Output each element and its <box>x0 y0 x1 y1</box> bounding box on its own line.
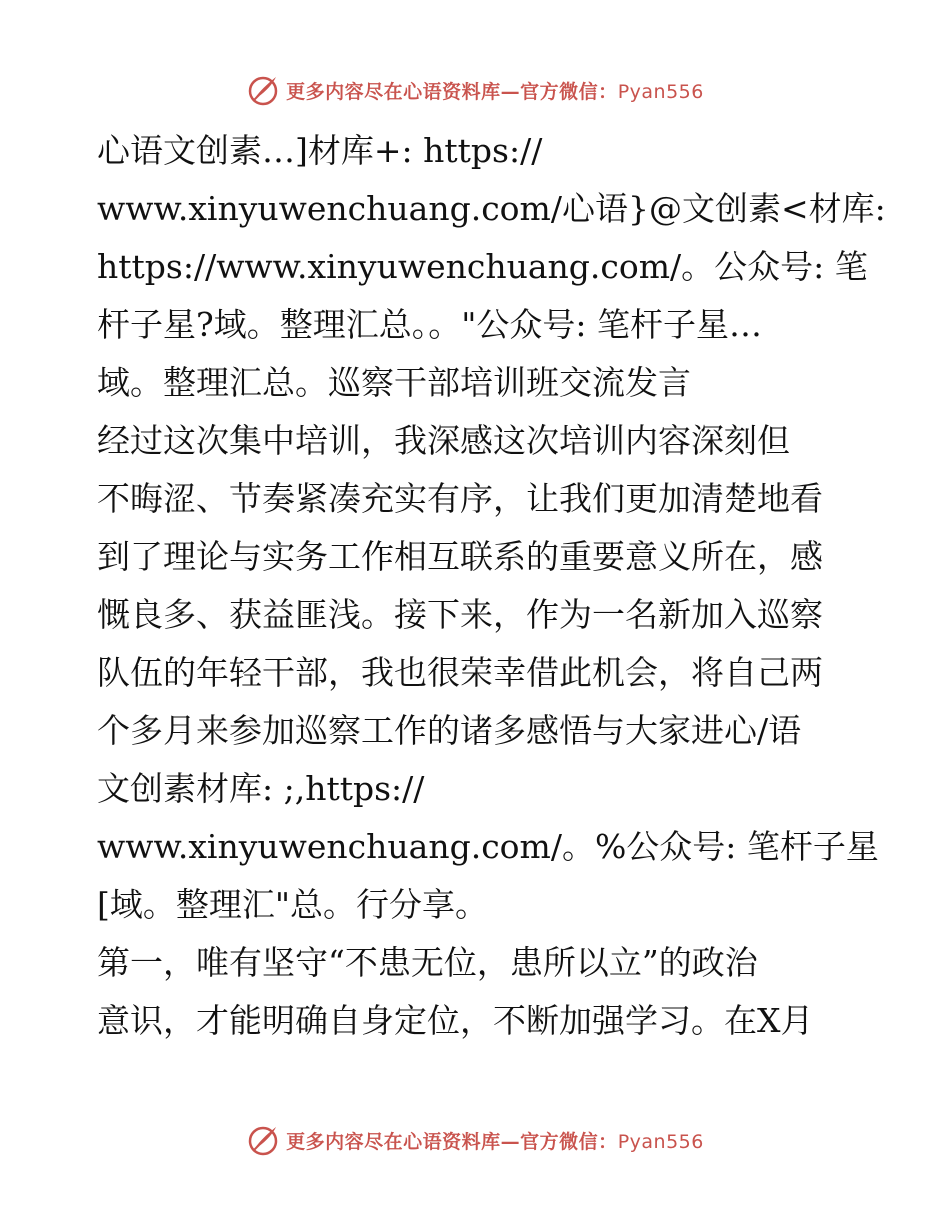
paragraph-line: www.xinyuwenchuang.com/。%公众号: 笔杆子星 <box>97 827 879 866</box>
quill-logo-icon <box>246 1123 280 1157</box>
footer-separator: — <box>500 1130 521 1153</box>
paragraph-line: 文创素材库: ;,https:// <box>97 769 425 808</box>
footer-brand-text: 更多内容尽在心语资料库 <box>286 1130 501 1153</box>
header-brand-text: 更多内容尽在心语资料库 <box>286 80 501 103</box>
paragraph-line: 杆子星?域。整理汇总。。"公众号: 笔杆子星… <box>97 305 762 344</box>
paragraph-line: 心语文创素…]材库+: https:// <box>97 131 543 170</box>
paragraph-line: 队伍的年轻干部，我也很荣幸借此机会，将自己两 <box>97 653 823 692</box>
header-watermark-banner <box>0 70 950 110</box>
footer-watermark-banner <box>0 1120 950 1160</box>
paragraph-line: 到了理论与实务工作相互联系的重要意义所在，感 <box>97 537 823 576</box>
paragraph-line: 域。整理汇总。巡察干部培训班交流发言 <box>97 363 691 402</box>
header-separator: — <box>500 80 521 103</box>
paragraph-line: 第一，唯有坚守“不患无位，患所以立”的政治 <box>97 943 758 982</box>
footer-official-label: 官方微信： <box>520 1130 618 1153</box>
paragraph-2 <box>97 412 879 934</box>
paragraph-line: 个多月来参加巡察工作的诸多感悟与大家进心/语 <box>97 711 802 750</box>
document-body <box>97 122 886 1050</box>
paragraph-line: 不晦涩、节奏紧凑充实有序，让我们更加清楚地看 <box>97 479 823 518</box>
paragraph-line: [域。整理汇"总。行分享。 <box>97 885 489 924</box>
header-banner-text <box>286 77 704 104</box>
paragraph-line: https://www.xinyuwenchuang.com/。公众号: 笔 <box>97 247 868 286</box>
header-official-label: 官方微信： <box>520 80 618 103</box>
header-wechat-handle: Pyan556 <box>617 80 704 103</box>
footer-wechat-handle: Pyan556 <box>617 1130 704 1153</box>
quill-logo-icon <box>246 73 280 107</box>
footer-banner-text <box>286 1127 704 1154</box>
paragraph-line: 经过这次集中培训，我深感这次培训内容深刻但 <box>97 421 790 460</box>
paragraph-line: 慨良多、获益匪浅。接下来，作为一名新加入巡察 <box>97 595 823 634</box>
paragraph-3 <box>97 934 867 1050</box>
paragraph-line: www.xinyuwenchuang.com/心语}@文创素<材库: <box>97 189 886 228</box>
paragraph-1 <box>97 122 886 412</box>
paragraph-line: 意识，才能明确自身定位，不断加强学习。在X月 <box>97 1001 814 1040</box>
